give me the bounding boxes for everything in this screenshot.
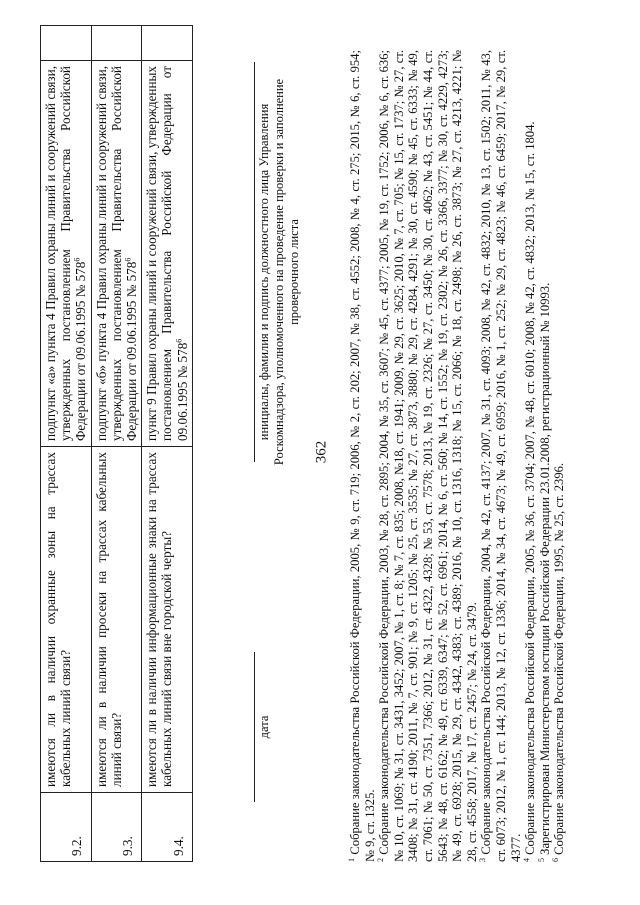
row-number: 9.4.: [142, 793, 193, 862]
row-question: имеются ли в наличии просеки на трассах кабельных линий связи?: [91, 447, 142, 793]
footnote: $^2$ Собрание законодательства Российской Федерации, 2003, № 28, ст. 2895; 2004, № 35, ст. 3607; № 45, ст. 4377; 2005, № 19, ст. 1752; 2006, № 6, ст. 636; № 10, ст. 1069; № 31, ст. 3431, 3452; 2007, № 1, ст. 8; № 7, ст. 835; 2008, №18, ст. 1941; 2009, № 29, ст. 3625; 2010, № 7, ст. 705; № 15, ст. 1737; № 27, ст. 3408; № 31, ст. 4190; 2011, № 7, ст. 901; № 9, ст. 1205; № 25, ст. 3535; № 27, ст. 3873, 3880; № 29, ст. 4284, 4291; № 30, ст. 4590; № 45, ст. 6333; № 49, ст. 7061; № 50, ст. 7351, 7366; 2012, № 31, ст. 4322, 4328; № 53, ст. 7578; 2013, № 19, ст. 2326; № 27, ст. 3450; № 30, ст. 4062; № 43, ст. 5451; № 44, ст. 5643; № 48, ст. 6162; № 49, ст. 6339, 6347; № 52, ст. 6961; 2014, № 6, ст. 560; № 14, ст. 1552; № 19, ст. 2302; № 26, ст. 3366, 3377; № 30, ст. 4229, 4273; № 49, ст. 6928; 2015, № 29, ст. 4342, 4383; ст. 4389; 2016, № 10, ст. 1316, 1318; № 15, ст. 2066; № 18, ст. 2498; № 26, ст. 3873; № 27, ст. 4213, 4221; № 28, ст. 4558; 2017, № 17, ст. 2457; № 24, ст. 3479.: [376, 50, 479, 862]
footnote: $^1$ Собрание законодательства Российской Федерации, 2005, № 9, ст. 719; 2006, № 2, ст. 202; 2007, № 38, ст. 4552; 2008, № 4, ст. 275; 2015, № 6, ст. 954; № 9, ст. 1325.: [346, 50, 377, 862]
table-row: [41, 26, 92, 862]
rotated-page-content: [40, 42, 600, 862]
footnotes: [348, 50, 567, 862]
table-row: [142, 26, 193, 862]
row-mark-cell: [91, 26, 142, 61]
table-row: [91, 26, 142, 862]
row-mark-cell: [41, 26, 92, 61]
page-number: 362: [313, 440, 330, 464]
row-number: 9.3.: [91, 793, 142, 862]
official-signature-line: [254, 62, 255, 462]
date-caption: дата: [257, 715, 271, 739]
date-line: [254, 652, 255, 802]
row-reference: подпункт «а» пункта 4 Правил охраны линий и сооружений связи, утвержденных постановлением Правительства Российской Федерации от 09.06.1995 № $578^6$: [41, 61, 92, 447]
checklist-table: [40, 25, 193, 862]
row-question: имеются ли в наличии охранные зоны на трассах кабельных линий связи?: [41, 447, 92, 793]
row-reference: пункт 9 Правил охраны линий и сооружений связи, утвержденных постановлением Правительства Российской Федерации от 09.06.1995 № $578^6$: [142, 61, 193, 447]
footnote: $^6$ Собрание законодательства Российской Федерации, 1995, № 25, ст. 2396.: [551, 462, 567, 862]
row-number: 9.2.: [41, 793, 92, 862]
row-reference: подпункт «б» пункта 4 Правил охраны линий и сооружений связи, утвержденных постановлением Правительства Российской Федерации от 09.06.1995 № $578^6$: [91, 61, 142, 447]
footnote: $^4$ Собрание законодательства Российской Федерации, 2005, № 36, ст. 3704; 2007, № 48, ст. 6010; 2008, № 42, ст. 4832; 2013, № 15, ст. 1804.: [521, 121, 538, 862]
footnote: $^5$ Зарегистрирован Министерством юстиции Российской Федерации 23.01.2008, регистрационный № 10993.: [536, 282, 552, 862]
row-mark-cell: [142, 26, 193, 61]
row-question: имеются ли в наличии информационные знаки на трассах кабельных линий связи вне городской черты?: [142, 447, 193, 793]
footnote: $^3$ Собрание законодательства Российской Федерации, 2004, № 42, ст. 4137; 2007, № 31, ст. 4093; 2008, № 42, ст. 4832; 2010, № 13, ст. 1502; 2011, № 43, ст. 6073; 2012, № 1, ст. 144; 2013, № 12, ст. 1336; 2014, № 34, ст. 4673; № 49, ст. 6959; 2016, № 1, ст. 252; № 29, ст. 4823; № 46, ст. 6459; 2017, № 29, ст. 4377.: [478, 50, 523, 862]
official-signature-caption: инициалы, фамилия и подпись должностного лица Управления Роскомнадзора, уполномоченного на проведение проверки и заполнение проверочного листа: [257, 78, 301, 466]
